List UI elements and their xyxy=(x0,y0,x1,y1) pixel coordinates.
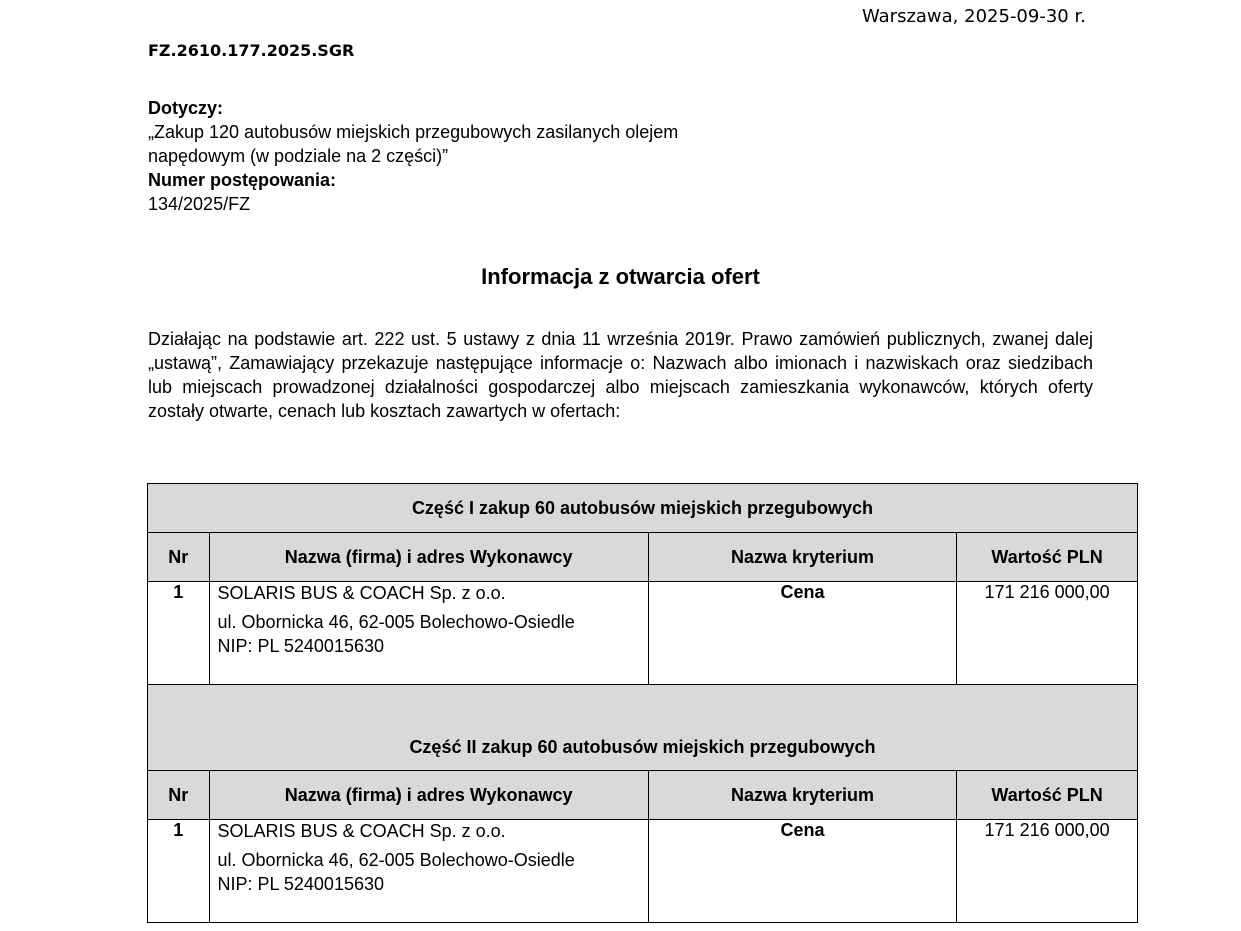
table-row xyxy=(148,820,1138,923)
contractor-cell xyxy=(209,582,648,685)
column-header-value: Wartość PLN xyxy=(957,533,1138,582)
offers-table xyxy=(147,483,1138,923)
part-title-row xyxy=(148,685,1138,771)
document-reference: FZ.2610.177.2025.SGR xyxy=(148,41,355,60)
offer-value: 171 216 000,00 xyxy=(957,820,1138,923)
offer-nr: 1 xyxy=(148,820,210,923)
subject-line-1: „Zakup 120 autobusów miejskich przegubowych zasilanych olejem xyxy=(148,122,679,142)
proceeding-number: 134/2025/FZ xyxy=(148,194,251,214)
column-header-value: Wartość PLN xyxy=(957,771,1138,820)
subject-label: Dotyczy: xyxy=(148,98,224,118)
page-title: Informacja z otwarcia ofert xyxy=(481,264,760,289)
contractor-address: ul. Obornicka 46, 62-005 Bolechowo-Osiedle xyxy=(217,612,575,632)
part-title-row xyxy=(148,484,1138,533)
contractor-company: SOLARIS BUS & COACH Sp. z o.o. xyxy=(217,821,506,841)
table-row xyxy=(148,582,1138,685)
part-title: Część II zakup 60 autobusów miejskich przegubowych xyxy=(148,685,1138,771)
column-header-row xyxy=(148,771,1138,820)
contractor-cell xyxy=(209,820,648,923)
column-header-row xyxy=(148,533,1138,582)
intro-paragraph: Działając na podstawie art. 222 ust. 5 ustawy z dnia 11 września 2019r. Prawo zamówień publicznych, zwanej dalej „ustawą”, Zamawiający przekazuje następujące informacje o: Nazwach albo imionach i nazwiskach oraz siedzibach lub miejscach prowadzonej działalności gospodarczej albo miejscach zamieszkania wykonawców, których oferty zostały otwarte, cenach lub kosztach zawartych w ofertach: xyxy=(148,329,1093,421)
offer-nr: 1 xyxy=(148,582,210,685)
offer-value: 171 216 000,00 xyxy=(957,582,1138,685)
column-header-criterion: Nazwa kryterium xyxy=(648,771,956,820)
part-title: Część I zakup 60 autobusów miejskich przegubowych xyxy=(148,484,1138,533)
contractor-address: ul. Obornicka 46, 62-005 Bolechowo-Osiedle xyxy=(217,850,575,870)
contractor-company: SOLARIS BUS & COACH Sp. z o.o. xyxy=(217,583,506,603)
proceeding-label: Numer postępowania: xyxy=(148,170,337,190)
subject-line-2: napędowym (w podziale na 2 części)” xyxy=(148,146,449,166)
offer-criterion: Cena xyxy=(648,582,956,685)
offer-criterion: Cena xyxy=(648,820,956,923)
subject-block xyxy=(148,96,788,216)
column-header-nr: Nr xyxy=(148,771,210,820)
contractor-nip: NIP: PL 5240015630 xyxy=(217,636,384,656)
contractor-nip: NIP: PL 5240015630 xyxy=(217,874,384,894)
column-header-criterion: Nazwa kryterium xyxy=(648,533,956,582)
column-header-nr: Nr xyxy=(148,533,210,582)
place-date: Warszawa, 2025-09-30 r. xyxy=(862,6,1086,27)
column-header-name: Nazwa (firma) i adres Wykonawcy xyxy=(209,533,648,582)
column-header-name: Nazwa (firma) i adres Wykonawcy xyxy=(209,771,648,820)
